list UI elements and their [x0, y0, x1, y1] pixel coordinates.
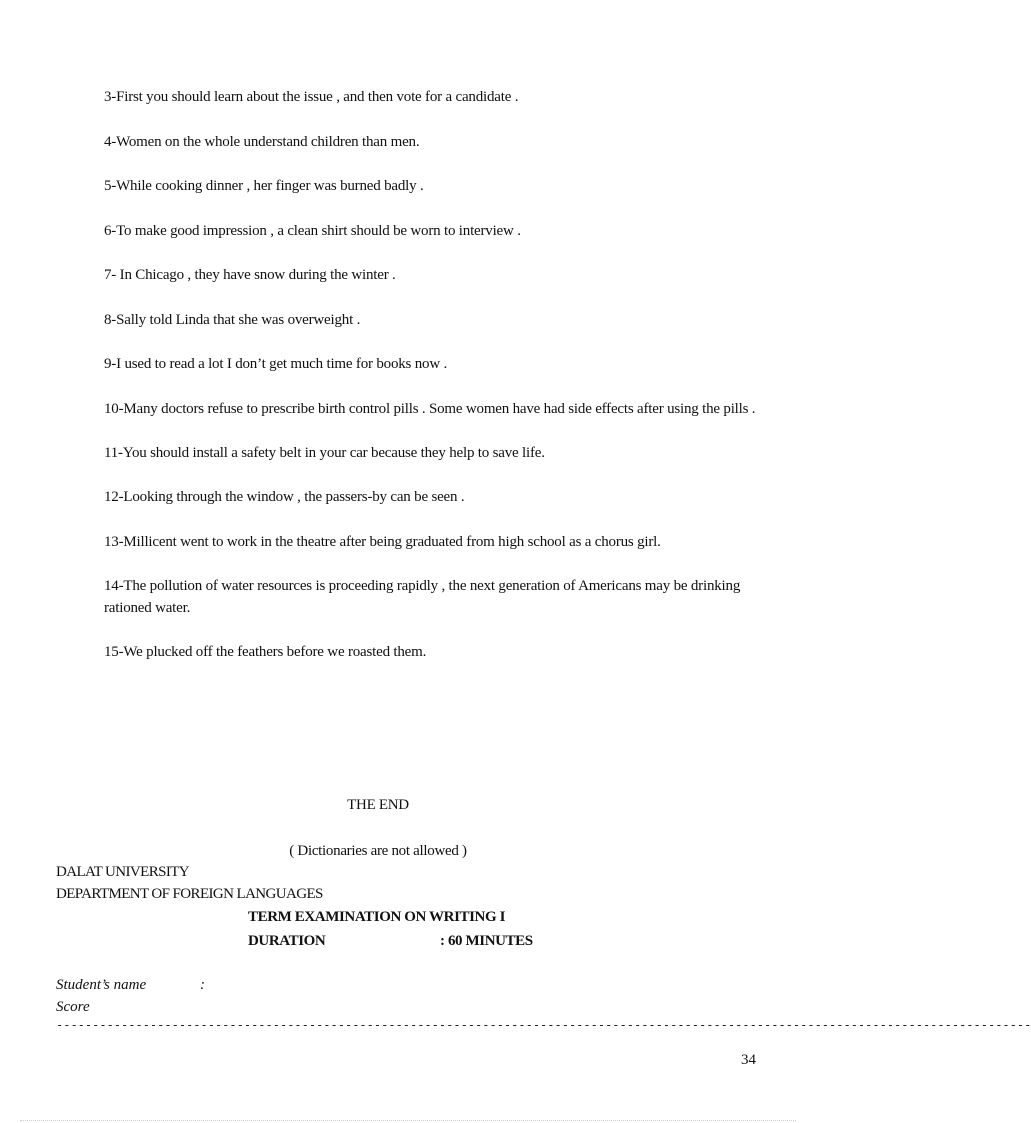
- score-label: Score: [56, 999, 90, 1015]
- sentence-item: 13-Millicent went to work in the theatre after being graduated from high school as a chorus girl.: [104, 533, 661, 550]
- sentence-item: 3-First you should learn about the issue , and then vote for a candidate .: [104, 89, 519, 105]
- university-name: DALAT UNIVERSITY: [56, 864, 190, 880]
- sentence-item: 15-We plucked off the feathers before we roasted them.: [104, 644, 427, 660]
- page-bottom-border: [20, 1120, 796, 1121]
- page-number: 34: [741, 1052, 756, 1068]
- sentence-item: 9-I used to read a lot I don’t get much time for books now .: [104, 356, 448, 372]
- duration-label: DURATION: [248, 933, 326, 949]
- student-name-label: Student’s name: [56, 977, 147, 993]
- student-name-colon: :: [200, 977, 205, 993]
- the-end-heading: THE END: [347, 797, 409, 813]
- sentence-list: [104, 86, 764, 686]
- sentence-item: 6-To make good impression , a clean shirt should be worn to interview .: [104, 222, 521, 239]
- sentence-item: 8-Sally told Linda that she was overweight .: [104, 311, 361, 328]
- sentence-item: 10-Many doctors refuse to prescribe birth control pills . Some women have had side effects after using the pills .: [104, 400, 756, 417]
- sentence-item: 12-Looking through the window , the passers-by can be seen .: [104, 489, 465, 505]
- sentence-item: 7- In Chicago , they have snow during the winter .: [104, 267, 396, 283]
- exam-title: TERM EXAMINATION ON WRITING I: [248, 909, 506, 925]
- sentence-item: 11-You should install a safety belt in your car because they help to save life.: [104, 444, 545, 461]
- department-name: DEPARTMENT OF FOREIGN LANGUAGES: [56, 886, 323, 902]
- sentence-item: 5-While cooking dinner , her finger was burned badly .: [104, 178, 424, 194]
- sentence-item: 14-The pollution of water resources is proceeding rapidly , the next generation of Americans may be drinking rationed water.: [104, 578, 741, 616]
- separator-line: ---------------------------------------------------------------------------------------------------------------------------------------: [56, 1018, 1031, 1032]
- sentence-item: 4-Women on the whole understand children than men.: [104, 133, 420, 150]
- dictionaries-note: ( Dictionaries are not allowed ): [289, 843, 467, 859]
- duration-value: : 60 MINUTES: [440, 933, 533, 949]
